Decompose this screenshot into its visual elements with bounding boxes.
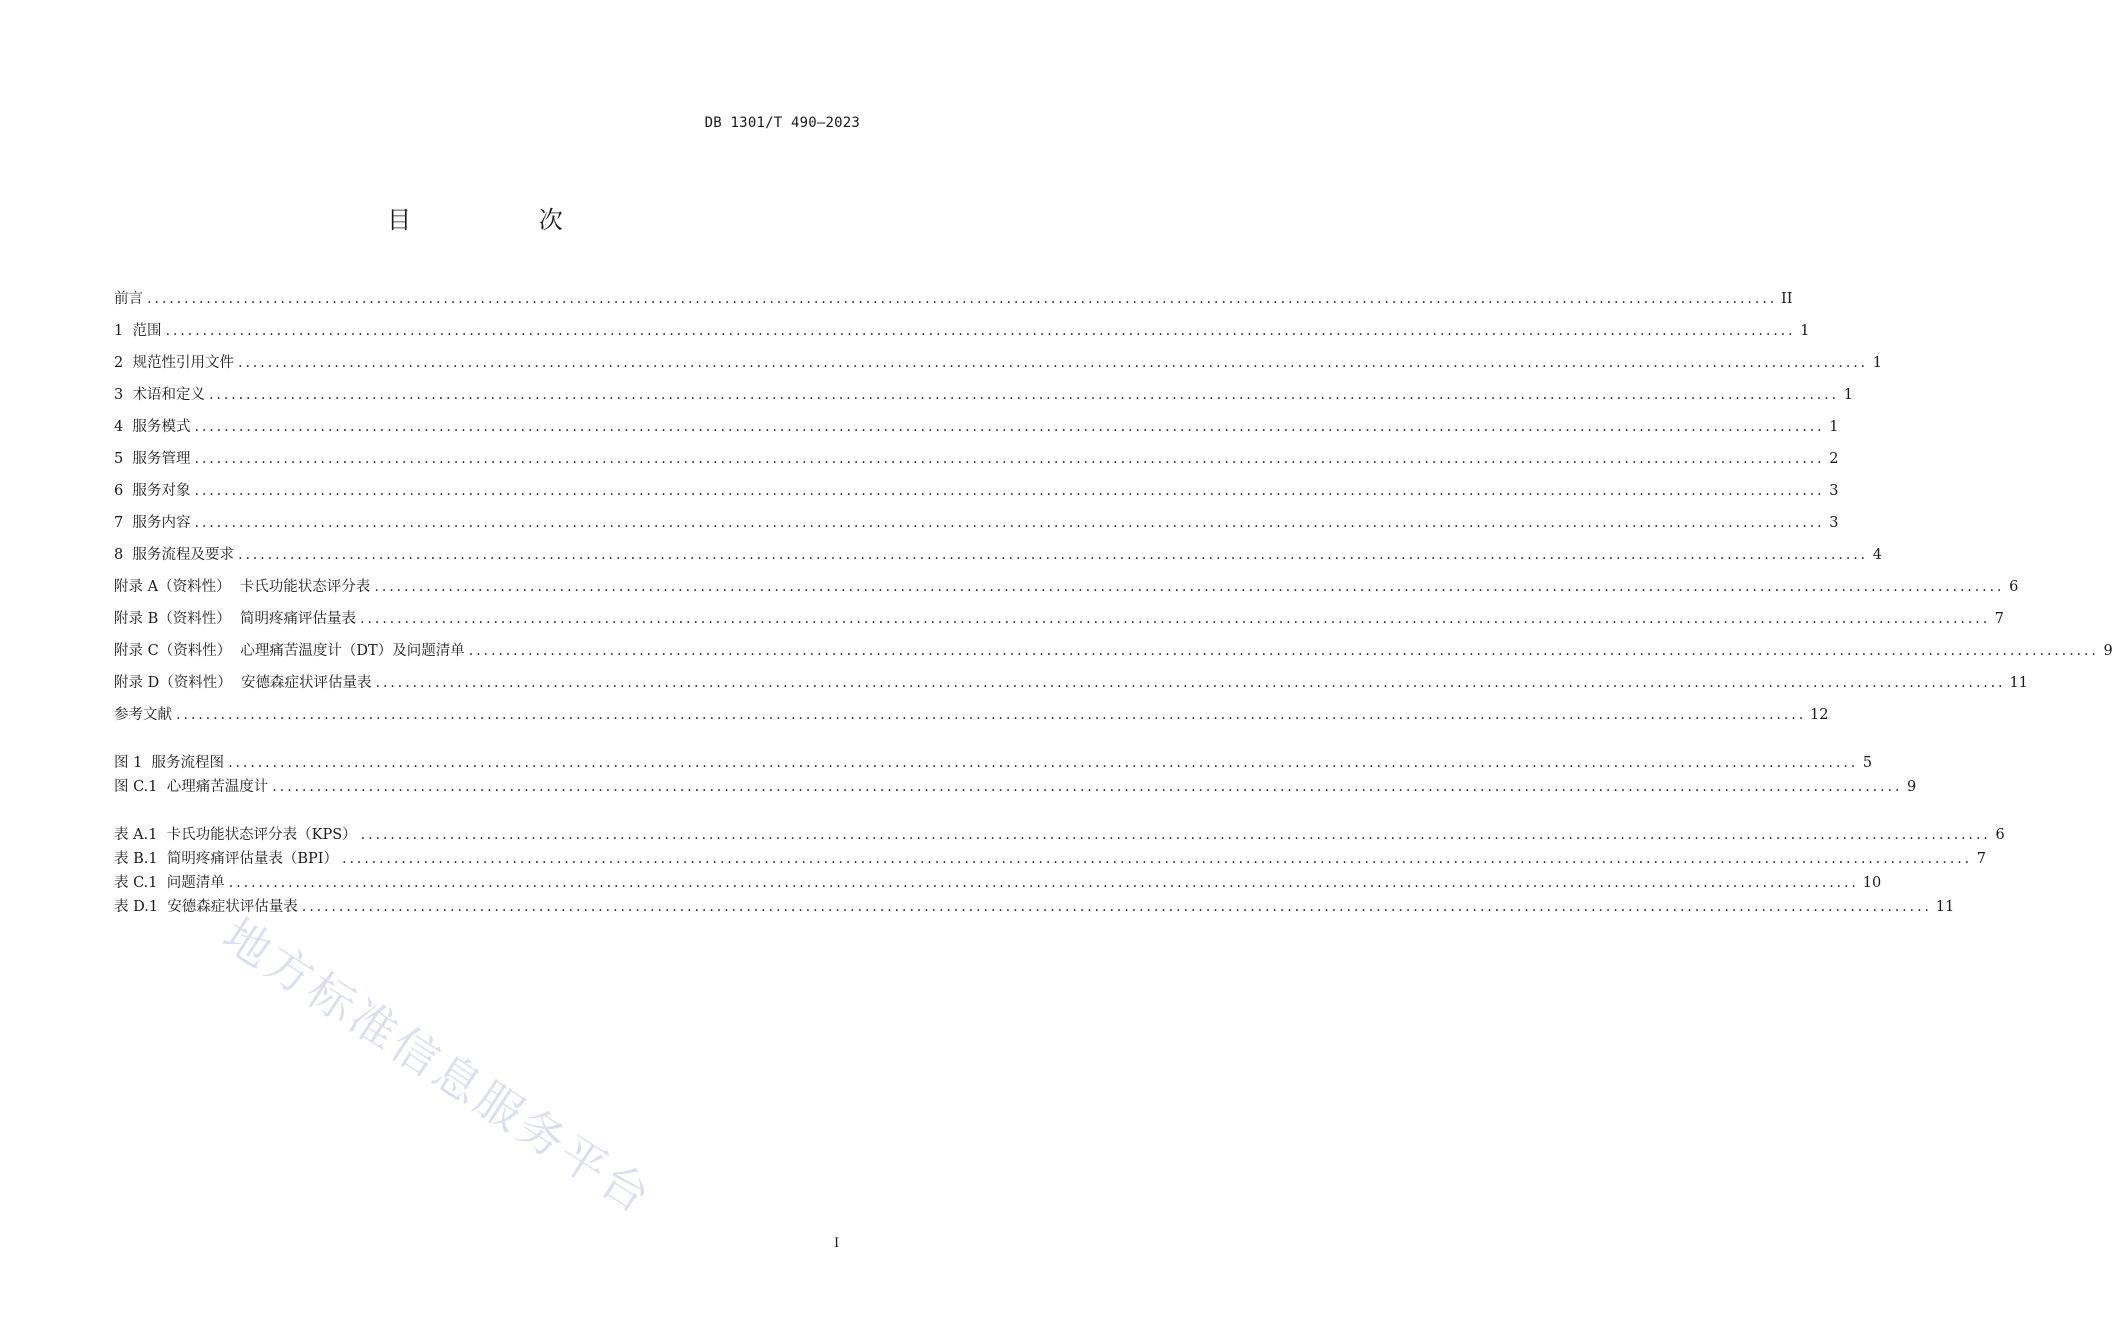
leader-dots: ............................................................................................................................................................................................................................: [208, 387, 1839, 403]
toc-entry-page: 1: [1872, 355, 1882, 371]
toc-entry-page: 6: [2009, 579, 2019, 595]
toc-entry-label: 图 1 服务流程图: [114, 755, 225, 771]
leader-dots: ............................................................................................................................................................................................................................: [165, 323, 1796, 339]
leader-dots: ............................................................................................................................................................................................................................: [237, 547, 1868, 563]
leader-dots: ............................................................................................................................................................................................................................: [176, 707, 1807, 723]
toc-entry-page: 7: [1994, 611, 2004, 627]
toc-entry-label: 8 服务流程及要求: [114, 547, 234, 563]
toc-entry-label: 1 范围: [114, 323, 162, 339]
toc-entry[interactable]: [114, 288, 1793, 310]
toc-entry-label: 附录 D（资料性） 安德森症状评估量表: [114, 675, 372, 691]
toc-entry[interactable]: [114, 752, 1873, 774]
toc-entry[interactable]: [114, 480, 1839, 502]
toc-entry-page: 11: [1935, 899, 1955, 915]
leader-dots: ............................................................................................................................................................................................................................: [194, 515, 1825, 531]
toc-entry-page: 9: [2103, 643, 2113, 659]
leader-dots: ............................................................................................................................................................................................................................: [194, 451, 1825, 467]
toc-entry-label: 表 D.1 安德森症状评估量表: [114, 899, 298, 915]
toc-entry[interactable]: [114, 848, 1986, 870]
toc-entry[interactable]: [114, 896, 1955, 918]
toc-entry[interactable]: [114, 776, 1917, 798]
leader-dots: ............................................................................................................................................................................................................................: [374, 579, 2005, 595]
toc-entry-label: 5 服务管理: [114, 451, 191, 467]
watermark: 地方标准信息服务平台: [213, 907, 663, 1226]
toc-entry[interactable]: [114, 672, 2028, 694]
toc-entry-label: 前言: [114, 291, 143, 307]
toc-entry[interactable]: [114, 448, 1839, 470]
toc-entry-label: 参考文献: [114, 707, 172, 723]
toc-entry-label: 表 A.1 卡氏功能状态评分表（KPS）: [114, 827, 357, 843]
leader-dots: ............................................................................................................................................................................................................................: [360, 827, 1991, 843]
toc-entry-page: 2: [1829, 451, 1839, 467]
leader-dots: ............................................................................................................................................................................................................................: [341, 851, 1972, 867]
toc-entry-label: 2 规范性引用文件: [114, 355, 234, 371]
toc-entry[interactable]: [114, 576, 2019, 598]
toc-entry-page: 12: [1810, 707, 1829, 723]
toc-entry-label: 6 服务对象: [114, 483, 191, 499]
toc-entry-page: 7: [1976, 851, 1986, 867]
leader-dots: ............................................................................................................................................................................................................................: [237, 355, 1868, 371]
toc-entry-page: II: [1781, 291, 1793, 307]
toc-entry-label: 附录 C（资料性） 心理痛苦温度计（DT）及问题清单: [114, 643, 465, 659]
leader-dots: ............................................................................................................................................................................................................................: [359, 611, 1990, 627]
toc-entry-page: 5: [1862, 755, 1873, 771]
toc-entry[interactable]: [114, 544, 1882, 566]
toc-entry-label: 表 B.1 简明疼痛评估量表（BPI）: [114, 851, 338, 867]
toc-entry-page: 9: [1907, 779, 1917, 795]
document-code: DB 1301/T 490—2023: [704, 115, 860, 131]
leader-dots: ............................................................................................................................................................................................................................: [228, 875, 1859, 891]
toc-entry-page: 4: [1872, 547, 1882, 563]
toc-entry[interactable]: [114, 384, 1853, 406]
toc-entry[interactable]: [114, 512, 1839, 534]
leader-dots: ............................................................................................................................................................................................................................: [375, 675, 2006, 691]
toc-entry-page: 11: [2009, 675, 2028, 691]
toc-entry-label: 表 C.1 问题清单: [114, 875, 225, 891]
leader-dots: ............................................................................................................................................................................................................................: [194, 419, 1825, 435]
leader-dots: ............................................................................................................................................................................................................................: [468, 643, 2099, 659]
toc-entry-page: 3: [1829, 515, 1839, 531]
leader-dots: ............................................................................................................................................................................................................................: [228, 755, 1859, 771]
toc-entry-label: 7 服务内容: [114, 515, 191, 531]
toc-entry-label: 图 C.1 心理痛苦温度计: [114, 779, 269, 795]
toc-entry-page: 1: [1800, 323, 1810, 339]
toc-entry[interactable]: [114, 872, 1882, 894]
leader-dots: ............................................................................................................................................................................................................................: [272, 779, 1903, 795]
toc-entry[interactable]: [114, 640, 2113, 662]
toc-entry-page: 3: [1829, 483, 1839, 499]
toc-entry-label: 3 术语和定义: [114, 387, 205, 403]
toc-entry-page: 1: [1843, 387, 1853, 403]
toc-entry[interactable]: [114, 608, 2004, 630]
toc-entry-label: 4 服务模式: [114, 419, 191, 435]
toc-entry[interactable]: [114, 352, 1882, 374]
toc-entry-page: 10: [1862, 875, 1882, 891]
toc-entry[interactable]: [114, 320, 1810, 342]
toc-entry-page: 6: [1995, 827, 2005, 843]
leader-dots: ............................................................................................................................................................................................................................: [301, 899, 1932, 915]
toc-entry-page: 1: [1829, 419, 1839, 435]
page-number: I: [834, 1236, 840, 1251]
leader-dots: ............................................................................................................................................................................................................................: [194, 483, 1825, 499]
toc-entry[interactable]: [114, 416, 1839, 438]
toc-entry-label: 附录 B（资料性） 简明疼痛评估量表: [114, 611, 356, 627]
page-title: 目 次: [387, 206, 623, 234]
toc-entry[interactable]: [114, 824, 2005, 846]
toc-entry[interactable]: [114, 704, 1829, 726]
toc-entry-label: 附录 A（资料性） 卡氏功能状态评分表: [114, 579, 371, 595]
leader-dots: ............................................................................................................................................................................................................................: [147, 291, 1778, 307]
